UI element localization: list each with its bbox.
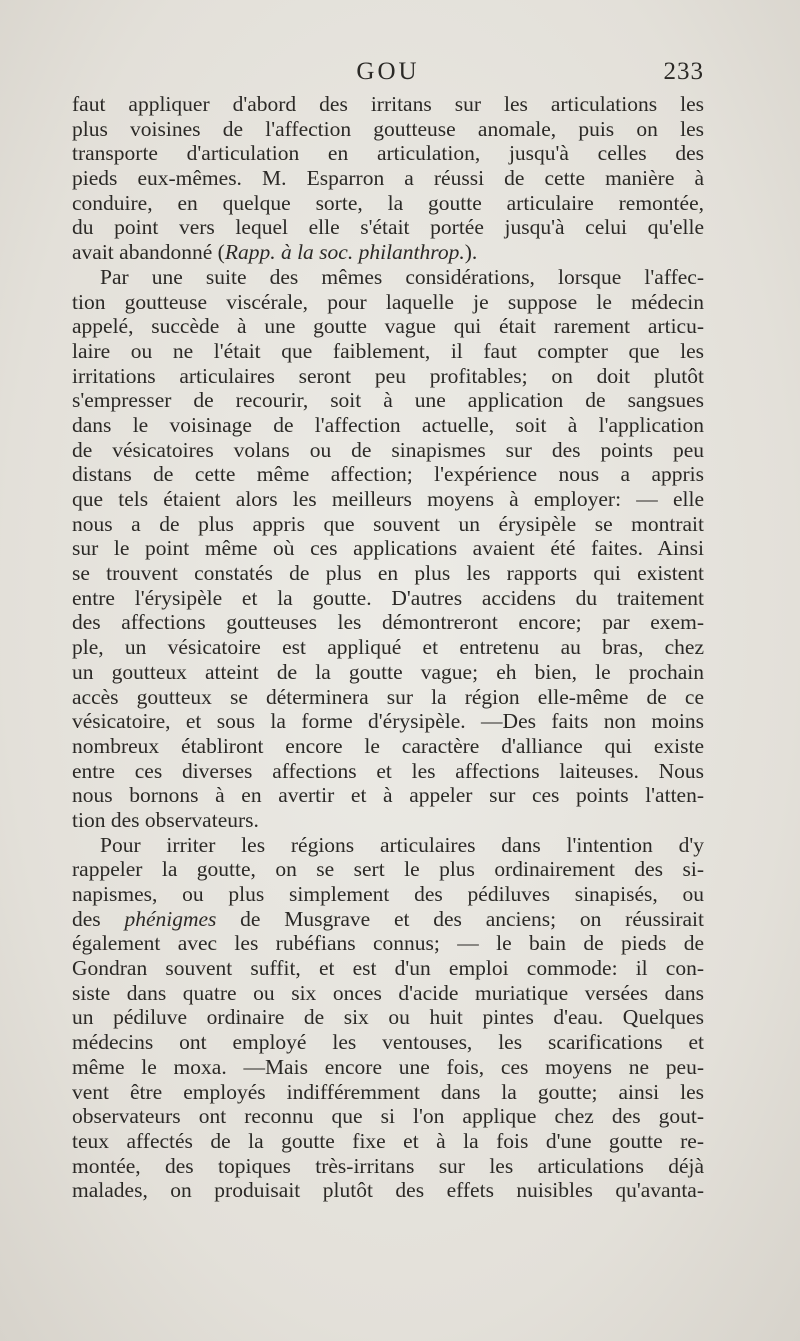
text-line: napismes, ou plus simplement des pédiluves sinapisés, ou [72,882,704,906]
text-line: malades, on produisait plutôt des effets nuisibles qu'avanta- [72,1178,704,1203]
text-line: également avec les rubéfians connus; — le bain de pieds de [72,931,704,956]
text-line: montée, des topiques très-irritans sur les articulations déjà [72,1153,704,1178]
text-line: rappeler la goutte, on se sert le plus ordinairement des si- [72,857,704,882]
text-line: même le moxa. —Mais encore une fois, ces moyens ne peu- [72,1054,704,1079]
text-line: laire ou ne l'était que faiblement, il faut compter que les [72,338,704,363]
text-line: nous a de plus appris que souvent un érysipèle se montrait [72,511,704,536]
text-line: que tels étaient alors les meilleurs moyens à employer: — elle [72,487,704,511]
text-line: un goutteux atteint de la goutte vague; eh bien, le prochain [72,659,704,684]
text-line: accès goutteux se déterminera sur la région elle-même de ce [72,684,704,709]
text-line: faut appliquer d'abord des irritans sur les articulations les [72,92,704,116]
page-number: 233 [663,58,704,85]
italic-term: phénigmes [124,906,217,931]
text-line: sur le point même où ces applications avaient été faites. Ainsi [72,536,704,561]
text-line: dans le voisinage de l'affection actuelle, soit à l'application [72,412,704,437]
text-line: tion des observateurs. [72,807,259,832]
citation: Rapp. à la soc. philanthrop. [224,240,465,265]
text-line: appelé, succède à une goutte vague qui était rarement articu- [72,314,704,339]
text-line: distans de cette même affection; l'expérience nous a appris [72,462,704,487]
text-line: siste dans quatre ou six onces d'acide muriatique versées dans [72,980,704,1005]
text-line: avait abandonné (Rapp. à la soc. philanthrop.). [72,240,478,265]
text-line: des affections goutteuses les démontreront encore; par exem- [72,610,704,635]
text-line: ple, un vésicatoire est appliqué et entretenu au bras, chez [72,635,704,660]
text-line: nous bornons à en avertir et à appeler sur ces points l'atten- [72,783,704,808]
running-head [72,58,704,90]
text-line: tion goutteuse viscérale, pour laquelle je suppose le médecin [72,289,704,314]
text-line: plus voisines de l'affection goutteuse anomale, puis on les [72,116,704,141]
text-line: se trouvent constatés de plus en plus les rapports qui existent [72,561,704,586]
text-line: un pédiluve ordinaire de six ou huit pintes d'eau. Quelques [72,1005,704,1030]
text-line: irritations articulaires seront peu profitables; on doit plutôt [72,363,704,388]
text-line: vésicatoire, et sous la forme d'érysipèle. —Des faits non moins [72,709,704,734]
running-head-title: GOU [356,58,420,85]
text-line: Pour irriter les régions articulaires dans l'intention d'y [100,832,704,857]
text-line: transporte d'articulation en articulation, jusqu'à celles des [72,141,704,166]
text-line: vent être employés indifféremment dans la goutte; ainsi les [72,1079,704,1104]
text-line: Gondran souvent suffit, et est d'un emploi commode: il con- [72,956,704,981]
text-line: s'empresser de recourir, soit à une application de sangsues [72,388,704,413]
text-line: des phénigmes de Musgrave et des anciens; on réussirait [72,906,704,931]
text-line: entre l'érysipèle et la goutte. D'autres accidens du traitement [72,585,704,610]
text-line: pieds eux-mêmes. M. Esparron a réussi de cette manière à [72,166,704,191]
text-line: conduire, en quelque sorte, la goutte articulaire remontée, [72,190,704,215]
text-line: Par une suite des mêmes considérations, lorsque l'affec- [100,264,704,289]
body-text [72,92,704,1203]
text-line: du point vers lequel elle s'était portée jusqu'à celui qu'elle [72,215,704,240]
text-line: nombreux établiront encore le caractère d'alliance qui existe [72,733,704,758]
text-line: médecins ont employé les ventouses, les scarifications et [72,1030,704,1055]
text-line: observateurs ont reconnu que si l'on applique chez des gout- [72,1104,704,1129]
text-line: de vésicatoires volans ou de sinapismes sur des points peu [72,437,704,462]
text-line: entre ces diverses affections et les affections laiteuses. Nous [72,758,704,783]
text-line: teux affectés de la goutte fixe et à la fois d'une goutte re- [72,1128,704,1153]
